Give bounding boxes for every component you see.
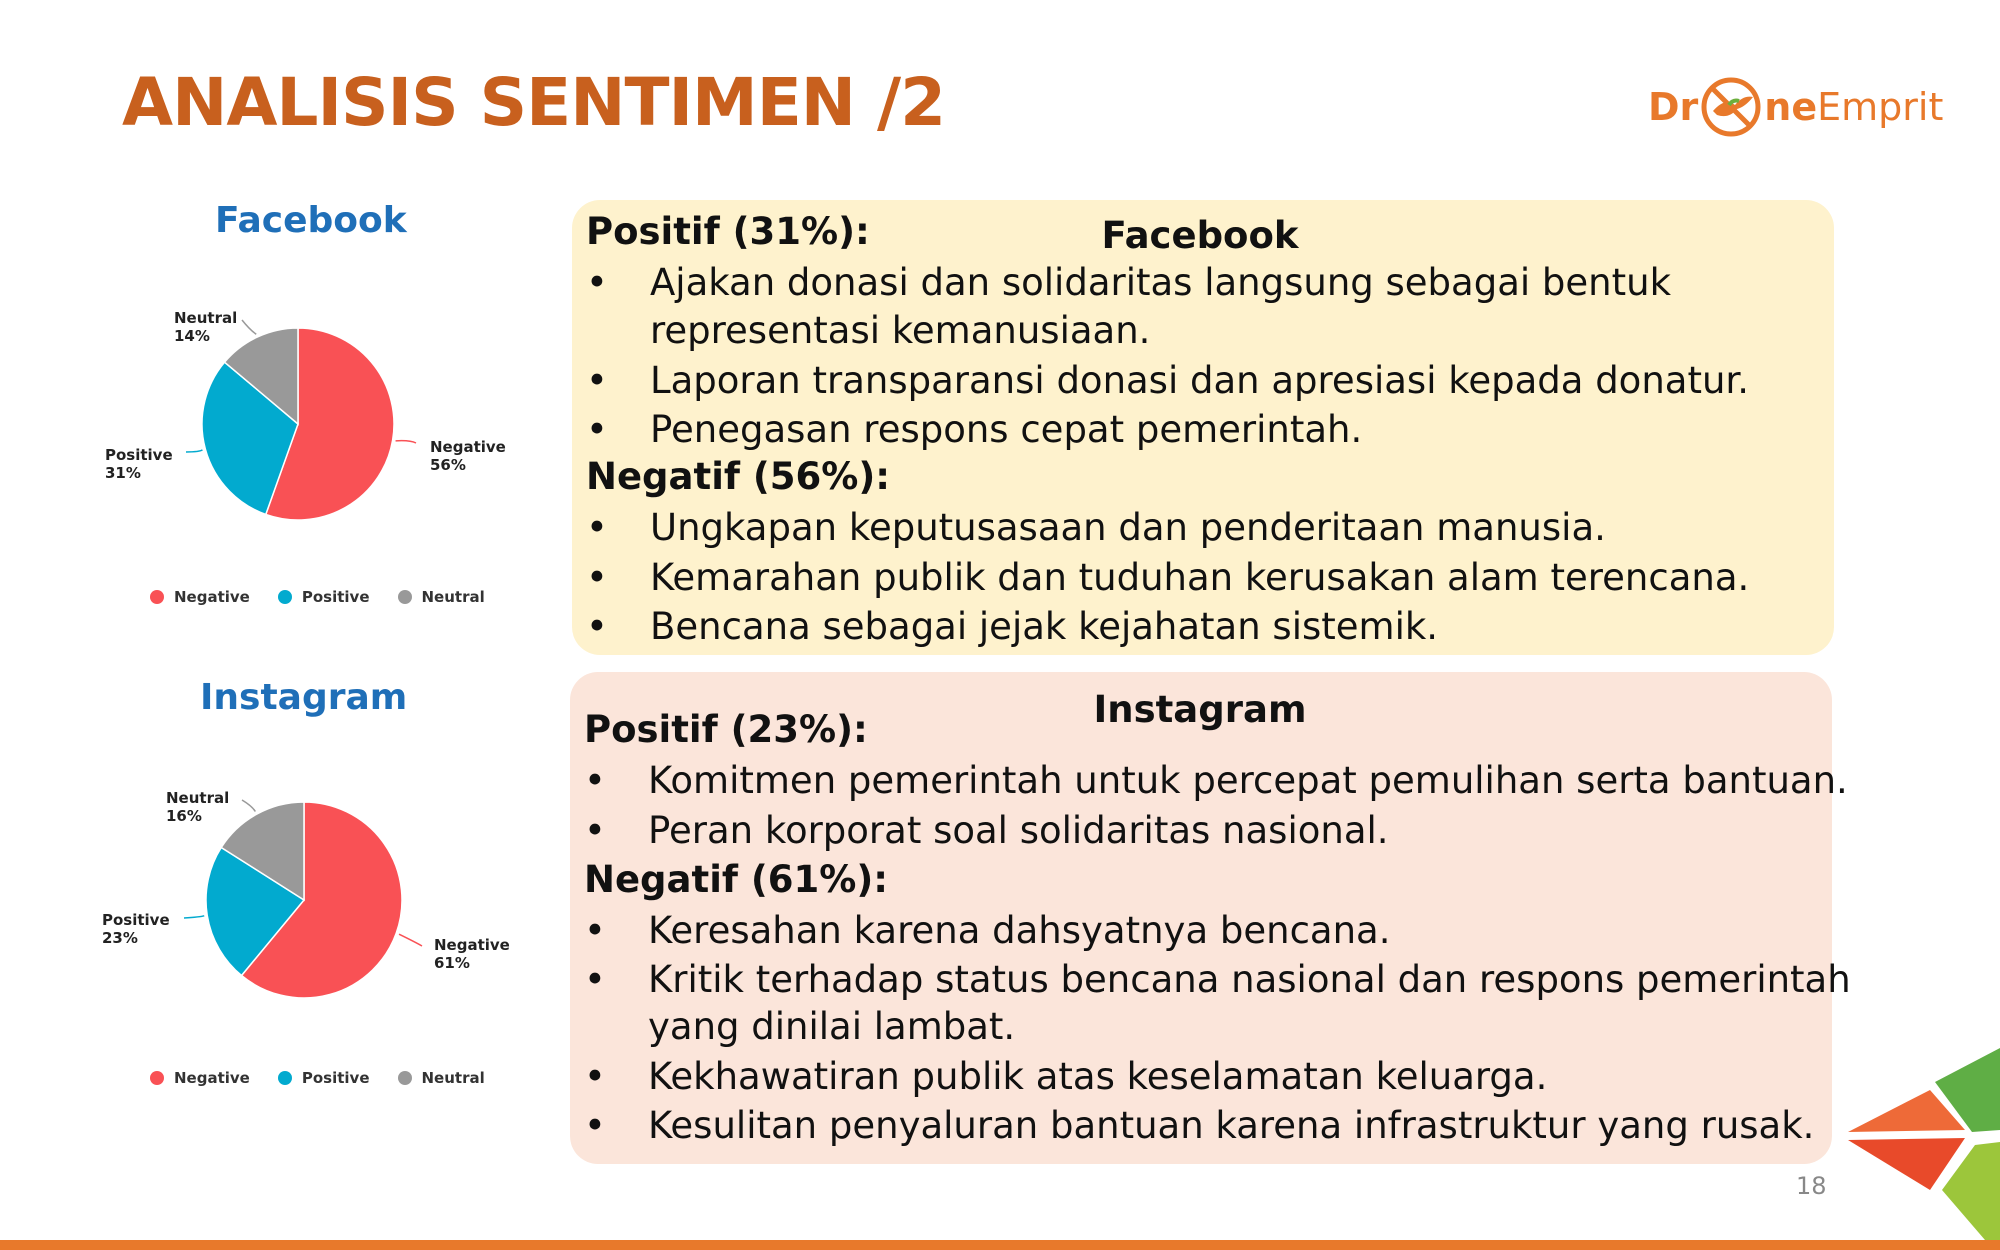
bullet: • (586, 506, 608, 549)
bullet: • (586, 359, 608, 402)
slice-label-positive: Positive (105, 446, 173, 464)
bottom-accent-bar (0, 1240, 2000, 1250)
legend-label-neutral: Neutral (421, 588, 485, 606)
logo-text-light: Emprit (1817, 85, 1944, 129)
legend-label-negative: Negative (174, 588, 250, 606)
leader-line-negative (396, 441, 416, 443)
leader-line-neutral (242, 320, 256, 334)
slide-title: ANALISIS SENTIMEN /2 (122, 64, 946, 141)
list-item-text: Kemarahan publik dan tuduhan kerusakan alam terencana. (650, 556, 1750, 599)
leader-line-positive (184, 916, 204, 918)
deco-green-shard (1935, 1048, 2000, 1132)
bullet: • (584, 1055, 606, 1098)
logo-text-bold: ne (1764, 85, 1818, 129)
list-item-text: Laporan transparansi donasi dan apresiasi kepada donatur. (650, 359, 1749, 402)
bullet: • (586, 408, 608, 451)
drone-bird-icon (1699, 75, 1763, 139)
slice-label-negative: Negative (434, 936, 510, 954)
legend-item-negative (150, 588, 250, 606)
facebook-negative-heading: Negatif (56%): (586, 455, 891, 498)
list-item-text: Kesulitan penyaluran bantuan karena infrastruktur yang rusak. (648, 1104, 1815, 1147)
deco-orange-shard (1848, 1090, 1965, 1132)
legend-swatch-positive (278, 590, 292, 604)
instagram-positive-heading: Positif (23%): (584, 708, 868, 751)
bullet: • (584, 958, 606, 1001)
legend-label-positive: Positive (301, 588, 370, 606)
slice-value-negative: 61% (434, 954, 470, 972)
deco-lime-shard (1942, 1142, 2000, 1240)
leader-line-neutral (242, 800, 255, 811)
legend-item-positive (278, 1069, 370, 1087)
instagram-panel-title: Instagram (1093, 688, 1307, 731)
legend-label-negative: Negative (174, 1069, 250, 1087)
slice-value-negative: 56% (430, 456, 466, 474)
page-number: 18 (1796, 1172, 1827, 1200)
bullet: • (586, 556, 608, 599)
slice-label-negative: Negative (430, 438, 506, 456)
legend-swatch-neutral (398, 1071, 412, 1085)
list-item-text: Kekhawatiran publik atas keselamatan keluarga. (648, 1055, 1548, 1098)
instagram-legend (150, 1069, 513, 1087)
legend-item-positive (278, 588, 370, 606)
slice-value-neutral: 14% (174, 327, 210, 345)
deco-red-shard (1848, 1138, 1965, 1190)
bullet: • (584, 909, 606, 952)
instagram-chart-title: Instagram (200, 677, 408, 718)
facebook-positive-heading: Positif (31%): (586, 210, 870, 253)
list-item-text: Peran korporat soal solidaritas nasional. (648, 809, 1389, 852)
slice-value-positive: 23% (102, 929, 138, 947)
legend-swatch-negative (150, 590, 164, 604)
legend-item-negative (150, 1069, 250, 1087)
legend-swatch-negative (150, 1071, 164, 1085)
list-item-text: Ungkapan keputusasaan dan penderitaan manusia. (650, 506, 1606, 549)
logo-text-start: Dr (1648, 85, 1699, 129)
slice-label-positive: Positive (102, 911, 170, 929)
list-item-text: representasi kemanusiaan. (650, 309, 1151, 352)
list-item-text: Bencana sebagai jejak kejahatan sistemik. (650, 605, 1439, 648)
legend-item-neutral (398, 588, 485, 606)
slice-value-positive: 31% (105, 464, 141, 482)
bullet: • (584, 809, 606, 852)
legend-swatch-positive (278, 1071, 292, 1085)
facebook-chart-title: Facebook (215, 200, 407, 241)
slice-value-neutral: 16% (166, 807, 202, 825)
list-item-text: yang dinilai lambat. (648, 1005, 1016, 1048)
leader-line-negative (399, 934, 422, 946)
leader-line-positive (186, 450, 202, 452)
instagram-pie-chart (90, 770, 530, 1020)
instagram-negative-heading: Negatif (61%): (584, 858, 889, 901)
legend-swatch-neutral (398, 590, 412, 604)
list-item-text: Keresahan karena dahsyatnya bencana. (648, 909, 1391, 952)
slice-label-neutral: Neutral (166, 789, 230, 807)
list-item-text: Kritik terhadap status bencana nasional dan respons pemerintah (648, 958, 1851, 1001)
bullet: • (584, 1104, 606, 1147)
facebook-panel-title: Facebook (1101, 214, 1299, 257)
list-item-text: Penegasan respons cepat pemerintah. (650, 408, 1363, 451)
legend-item-neutral (398, 1069, 485, 1087)
legend-label-neutral: Neutral (421, 1069, 485, 1087)
bullet: • (586, 605, 608, 648)
list-item-text: Ajakan donasi dan solidaritas langsung sebagai bentuk (650, 261, 1672, 304)
drone-emprit-logo (1648, 70, 1943, 144)
bullet: • (584, 759, 606, 802)
slice-label-neutral: Neutral (174, 309, 238, 327)
legend-label-positive: Positive (301, 1069, 370, 1087)
facebook-legend (150, 588, 513, 606)
facebook-pie-chart (90, 300, 530, 540)
list-item-text: Komitmen pemerintah untuk percepat pemulihan serta bantuan. (648, 759, 1848, 802)
bullet: • (586, 261, 608, 304)
